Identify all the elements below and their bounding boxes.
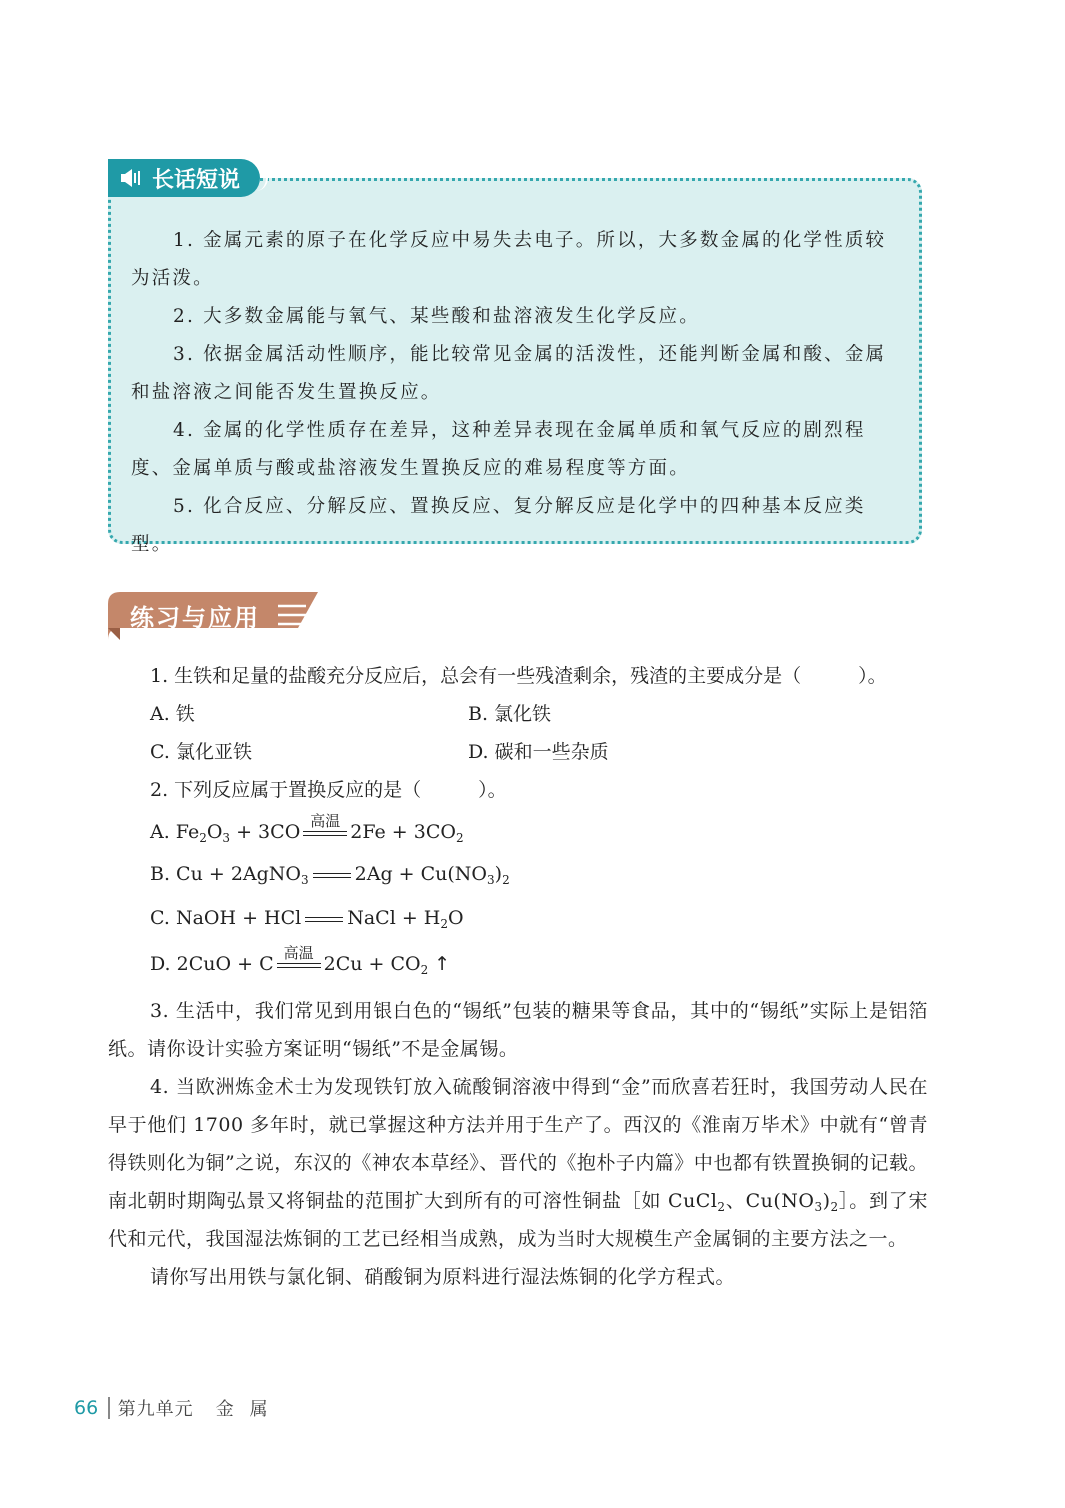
- speaker-icon: [120, 168, 144, 188]
- reaction-condition: 高温: [303, 823, 347, 844]
- q4: 4. 当欧洲炼金术士为发现铁钉放入硫酸铜溶液中得到“金”而欣喜若狂时，我国劳动人民在早于他们 1700 多年时，就已掌握这种方法并用于生产了。西汉的《淮南万毕术》中就有“曾青得铁则化为铜”之说，东汉的《神农本草经》、晋代的《抱朴子内篇》中也都有铁置换铜的记载。南北朝时期陶弘景又将铜盐的范围扩大到所有的可溶性铜盐［如 CuCl$_2$、$Cu(NO_3)_2]$。到了宋代和元代，我国湿法炼铜的工艺已经相当成熟，成为当时大规模生产金属铜的主要方法之一。 请你写出用铁与氯化铜、硝酸铜为原料进行湿法炼铜的化学方程式。: [108, 1076, 928, 1288]
- q1-option-b: B. 氯化铁: [468, 703, 552, 725]
- summary-item: 3. 依据金属活动性顺序，能比较常见金属的活泼性，还能判断金属和酸、金属和盐溶液之间能否发生置换反应。: [131, 344, 887, 403]
- exercise-title: 练习与应用: [130, 604, 260, 632]
- q2-option-a: A. $Fe_2O_3 + 3CO$ 高温 $2Fe + 3CO_2$: [150, 811, 464, 845]
- summary-title: 长话短说: [152, 167, 241, 193]
- lines-icon: [276, 602, 308, 628]
- summary-header: [108, 159, 260, 197]
- unit-label: 第九单元: [117, 1399, 194, 1420]
- summary-item: 2. 大多数金属能与氧气、某些酸和盐溶液发生化学反应。: [173, 306, 700, 327]
- summary-item: 5. 化合反应、分解反应、置换反应、复分解反应是化学中的四种基本反应类型。: [131, 496, 866, 555]
- q2-option-b: B. Cu + 2AgNO$_3$ $2Ag + Cu(NO_3)_2$: [150, 863, 510, 887]
- q2-option-c: C. NaOH + HCl NaCl + $H_2O$: [150, 907, 464, 931]
- q2-stem: 2. 下列反应属于置换反应的是（ ）。: [150, 779, 507, 801]
- footer-divider: [108, 1397, 110, 1419]
- equals-sign: [305, 917, 343, 922]
- q1-stem: 1. 生铁和足量的盐酸充分反应后，总会有一些残渣剩余，残渣的主要成分是（ ）。: [150, 665, 887, 687]
- topic-label: 金属: [215, 1399, 284, 1420]
- summary-item: 1. 金属元素的原子在化学反应中易失去电子。所以，大多数金属的化学性质较为活泼。: [131, 230, 887, 289]
- page-number: 66: [74, 1397, 99, 1419]
- q2-option-d: D. 2CuO + C 高温 $2Cu + CO_2$ ↑: [150, 943, 451, 977]
- q3: 3. 生活中，我们常见到用银白色的“锡纸”包装的糖果等食品，其中的“锡纸”实际上是铝箔纸。请你设计实验方案证明“锡纸”不是金属锡。: [108, 1000, 928, 1060]
- page-footer: [74, 1395, 284, 1421]
- q1-option-d: D. 碳和一些杂质: [468, 741, 609, 763]
- q1-option-a: A. 铁: [150, 703, 195, 725]
- q1-option-c: C. 氯化亚铁: [150, 741, 252, 763]
- summary-text: [131, 222, 901, 564]
- reaction-condition: 高温: [277, 955, 321, 976]
- summary-item: 4. 金属的化学性质存在差异，这种差异表现在金属单质和氧气反应的剧烈程度、金属单质与酸或盐溶液发生置换反应的难易程度等方面。: [131, 420, 866, 479]
- exercise-header: [108, 592, 318, 640]
- equals-sign: [313, 873, 351, 878]
